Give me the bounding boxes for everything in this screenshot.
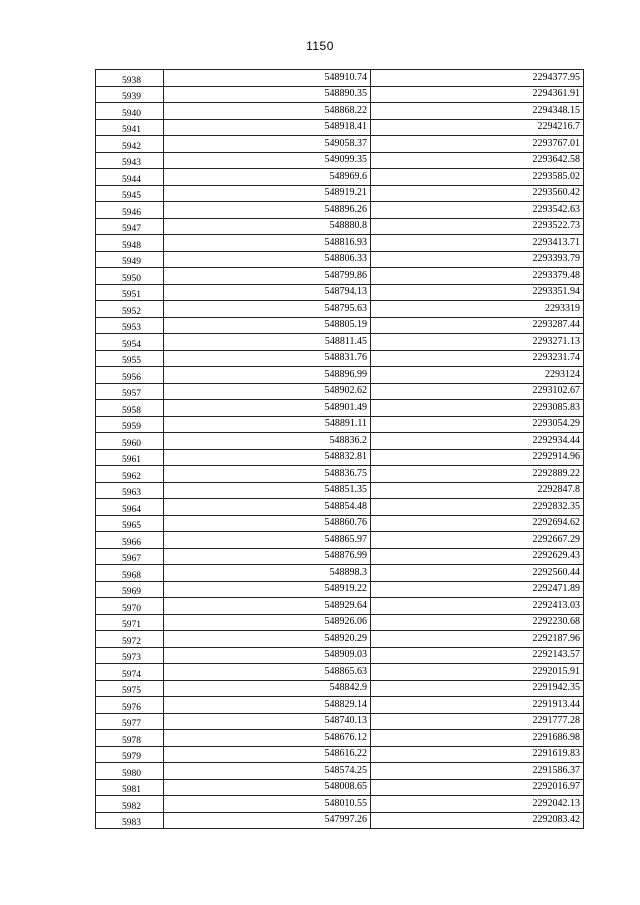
x-coordinate-cell: 548836.75	[164, 466, 371, 483]
y-coordinate-cell: 2293413.71	[371, 235, 584, 252]
point-number-cell: 5955	[96, 350, 164, 367]
table-row	[96, 581, 584, 598]
x-coordinate-cell: 548854.48	[164, 499, 371, 516]
point-number-cell: 5966	[96, 532, 164, 549]
y-coordinate-cell: 2293351.94	[371, 284, 584, 301]
page-number: 1150	[306, 39, 334, 53]
y-coordinate-cell: 2292016.97	[371, 779, 584, 796]
y-coordinate-cell: 2294377.95	[371, 70, 584, 87]
table-row	[96, 433, 584, 450]
table-row	[96, 515, 584, 532]
y-coordinate-cell: 2292560.44	[371, 565, 584, 582]
y-coordinate-cell: 2292889.22	[371, 466, 584, 483]
table-row	[96, 482, 584, 499]
y-coordinate-cell: 2293085.83	[371, 400, 584, 417]
y-coordinate-cell: 2292083.42	[371, 812, 584, 829]
x-coordinate-cell: 549058.37	[164, 136, 371, 153]
x-coordinate-cell: 548902.62	[164, 383, 371, 400]
x-coordinate-cell: 548919.22	[164, 581, 371, 598]
x-coordinate-cell: 548876.99	[164, 548, 371, 565]
point-number-cell: 5979	[96, 746, 164, 763]
table-row	[96, 284, 584, 301]
y-coordinate-cell: 2293393.79	[371, 251, 584, 268]
point-number-cell: 5957	[96, 383, 164, 400]
x-coordinate-cell: 548795.63	[164, 301, 371, 318]
x-coordinate-cell: 548008.65	[164, 779, 371, 796]
point-number-cell: 5961	[96, 449, 164, 466]
point-number-cell: 5948	[96, 235, 164, 252]
x-coordinate-cell: 548860.76	[164, 515, 371, 532]
x-coordinate-cell: 548880.8	[164, 218, 371, 235]
x-coordinate-cell: 548805.19	[164, 317, 371, 334]
x-coordinate-cell: 548896.99	[164, 367, 371, 384]
y-coordinate-cell: 2294348.15	[371, 103, 584, 120]
table-row	[96, 812, 584, 829]
x-coordinate-cell: 548794.13	[164, 284, 371, 301]
coordinates-table	[95, 69, 584, 829]
point-number-cell: 5962	[96, 466, 164, 483]
table-row	[96, 664, 584, 681]
table-row	[96, 796, 584, 813]
x-coordinate-cell: 548898.3	[164, 565, 371, 582]
x-coordinate-cell: 548910.74	[164, 70, 371, 87]
y-coordinate-cell: 2292667.29	[371, 532, 584, 549]
y-coordinate-cell: 2294361.91	[371, 86, 584, 103]
table-row	[96, 301, 584, 318]
table-row	[96, 746, 584, 763]
table-row	[96, 631, 584, 648]
point-number-cell: 5941	[96, 119, 164, 136]
y-coordinate-cell: 2291686.98	[371, 730, 584, 747]
coordinates-table-body	[96, 70, 584, 829]
table-row	[96, 730, 584, 747]
table-row	[96, 532, 584, 549]
x-coordinate-cell: 548920.29	[164, 631, 371, 648]
table-row	[96, 614, 584, 631]
point-number-cell: 5964	[96, 499, 164, 516]
point-number-cell: 5963	[96, 482, 164, 499]
y-coordinate-cell: 2292015.91	[371, 664, 584, 681]
x-coordinate-cell: 548901.49	[164, 400, 371, 417]
x-coordinate-cell: 548865.97	[164, 532, 371, 549]
x-coordinate-cell: 548890.35	[164, 86, 371, 103]
y-coordinate-cell: 2291913.44	[371, 697, 584, 714]
x-coordinate-cell: 548676.12	[164, 730, 371, 747]
table-row	[96, 136, 584, 153]
point-number-cell: 5976	[96, 697, 164, 714]
y-coordinate-cell: 2293124	[371, 367, 584, 384]
y-coordinate-cell: 2293585.02	[371, 169, 584, 186]
table-row	[96, 416, 584, 433]
table-row	[96, 713, 584, 730]
x-coordinate-cell: 548926.06	[164, 614, 371, 631]
point-number-cell: 5956	[96, 367, 164, 384]
point-number-cell: 5953	[96, 317, 164, 334]
x-coordinate-cell: 548918.41	[164, 119, 371, 136]
point-number-cell: 5967	[96, 548, 164, 565]
point-number-cell: 5939	[96, 86, 164, 103]
y-coordinate-cell: 2292694.62	[371, 515, 584, 532]
x-coordinate-cell: 548909.03	[164, 647, 371, 664]
point-number-cell: 5973	[96, 647, 164, 664]
table-row	[96, 70, 584, 87]
x-coordinate-cell: 548969.6	[164, 169, 371, 186]
table-row	[96, 499, 584, 516]
y-coordinate-cell: 2292143.57	[371, 647, 584, 664]
table-row	[96, 103, 584, 120]
y-coordinate-cell: 2293287.44	[371, 317, 584, 334]
y-coordinate-cell: 2292847.8	[371, 482, 584, 499]
x-coordinate-cell: 548616.22	[164, 746, 371, 763]
point-number-cell: 5972	[96, 631, 164, 648]
x-coordinate-cell: 548832.81	[164, 449, 371, 466]
x-coordinate-cell: 548829.14	[164, 697, 371, 714]
table-row	[96, 169, 584, 186]
y-coordinate-cell: 2293542.63	[371, 202, 584, 219]
point-number-cell: 5959	[96, 416, 164, 433]
x-coordinate-cell: 548891.11	[164, 416, 371, 433]
point-number-cell: 5971	[96, 614, 164, 631]
table-row	[96, 383, 584, 400]
y-coordinate-cell: 2291942.35	[371, 680, 584, 697]
y-coordinate-cell: 2291777.28	[371, 713, 584, 730]
table-row	[96, 647, 584, 664]
y-coordinate-cell: 2292187.96	[371, 631, 584, 648]
table-row	[96, 86, 584, 103]
y-coordinate-cell: 2292042.13	[371, 796, 584, 813]
y-coordinate-cell: 2293054.29	[371, 416, 584, 433]
table-row	[96, 268, 584, 285]
y-coordinate-cell: 2293231.74	[371, 350, 584, 367]
point-number-cell: 5974	[96, 664, 164, 681]
x-coordinate-cell: 548929.64	[164, 598, 371, 615]
table-row	[96, 251, 584, 268]
point-number-cell: 5958	[96, 400, 164, 417]
x-coordinate-cell: 547997.26	[164, 812, 371, 829]
point-number-cell: 5981	[96, 779, 164, 796]
point-number-cell: 5943	[96, 152, 164, 169]
x-coordinate-cell: 548836.2	[164, 433, 371, 450]
y-coordinate-cell: 2292413.03	[371, 598, 584, 615]
y-coordinate-cell: 2292934.44	[371, 433, 584, 450]
y-coordinate-cell: 2292230.68	[371, 614, 584, 631]
y-coordinate-cell: 2292914.96	[371, 449, 584, 466]
point-number-cell: 5947	[96, 218, 164, 235]
x-coordinate-cell: 548740.13	[164, 713, 371, 730]
point-number-cell: 5952	[96, 301, 164, 318]
table-row	[96, 119, 584, 136]
table-row	[96, 598, 584, 615]
table-row	[96, 449, 584, 466]
table-row	[96, 367, 584, 384]
x-coordinate-cell: 548799.86	[164, 268, 371, 285]
point-number-cell: 5970	[96, 598, 164, 615]
x-coordinate-cell: 548816.93	[164, 235, 371, 252]
table-row	[96, 466, 584, 483]
point-number-cell: 5978	[96, 730, 164, 747]
table-row	[96, 202, 584, 219]
point-number-cell: 5983	[96, 812, 164, 829]
x-coordinate-cell: 548811.45	[164, 334, 371, 351]
point-number-cell: 5965	[96, 515, 164, 532]
y-coordinate-cell: 2294216.7	[371, 119, 584, 136]
y-coordinate-cell: 2292629.43	[371, 548, 584, 565]
y-coordinate-cell: 2292832.35	[371, 499, 584, 516]
table-row	[96, 565, 584, 582]
point-number-cell: 5942	[96, 136, 164, 153]
table-row	[96, 317, 584, 334]
point-number-cell: 5949	[96, 251, 164, 268]
point-number-cell: 5960	[96, 433, 164, 450]
table-row	[96, 152, 584, 169]
point-number-cell: 5968	[96, 565, 164, 582]
point-number-cell: 5954	[96, 334, 164, 351]
y-coordinate-cell: 2293379.48	[371, 268, 584, 285]
table-row	[96, 218, 584, 235]
x-coordinate-cell: 548896.26	[164, 202, 371, 219]
point-number-cell: 5950	[96, 268, 164, 285]
x-coordinate-cell: 548919.21	[164, 185, 371, 202]
y-coordinate-cell: 2293560.42	[371, 185, 584, 202]
x-coordinate-cell: 548868.22	[164, 103, 371, 120]
point-number-cell: 5982	[96, 796, 164, 813]
point-number-cell: 5980	[96, 763, 164, 780]
table-row	[96, 334, 584, 351]
y-coordinate-cell: 2293767.01	[371, 136, 584, 153]
table-row	[96, 548, 584, 565]
point-number-cell: 5951	[96, 284, 164, 301]
x-coordinate-cell: 548010.55	[164, 796, 371, 813]
table-row	[96, 185, 584, 202]
point-number-cell: 5945	[96, 185, 164, 202]
table-row	[96, 350, 584, 367]
y-coordinate-cell: 2291586.37	[371, 763, 584, 780]
table-row	[96, 235, 584, 252]
y-coordinate-cell: 2293642.58	[371, 152, 584, 169]
x-coordinate-cell: 548574.25	[164, 763, 371, 780]
x-coordinate-cell: 548851.35	[164, 482, 371, 499]
point-number-cell: 5944	[96, 169, 164, 186]
point-number-cell: 5977	[96, 713, 164, 730]
table-row	[96, 779, 584, 796]
point-number-cell: 5975	[96, 680, 164, 697]
table-row	[96, 763, 584, 780]
x-coordinate-cell: 548865.63	[164, 664, 371, 681]
point-number-cell: 5938	[96, 70, 164, 87]
y-coordinate-cell: 2291619.83	[371, 746, 584, 763]
point-number-cell: 5946	[96, 202, 164, 219]
table-row	[96, 680, 584, 697]
x-coordinate-cell: 549099.35	[164, 152, 371, 169]
x-coordinate-cell: 548831.76	[164, 350, 371, 367]
y-coordinate-cell: 2293102.67	[371, 383, 584, 400]
x-coordinate-cell: 548806.33	[164, 251, 371, 268]
y-coordinate-cell: 2293319	[371, 301, 584, 318]
table-row	[96, 697, 584, 714]
y-coordinate-cell: 2293271.13	[371, 334, 584, 351]
y-coordinate-cell: 2293522.73	[371, 218, 584, 235]
point-number-cell: 5940	[96, 103, 164, 120]
table-row	[96, 400, 584, 417]
point-number-cell: 5969	[96, 581, 164, 598]
x-coordinate-cell: 548842.9	[164, 680, 371, 697]
y-coordinate-cell: 2292471.89	[371, 581, 584, 598]
